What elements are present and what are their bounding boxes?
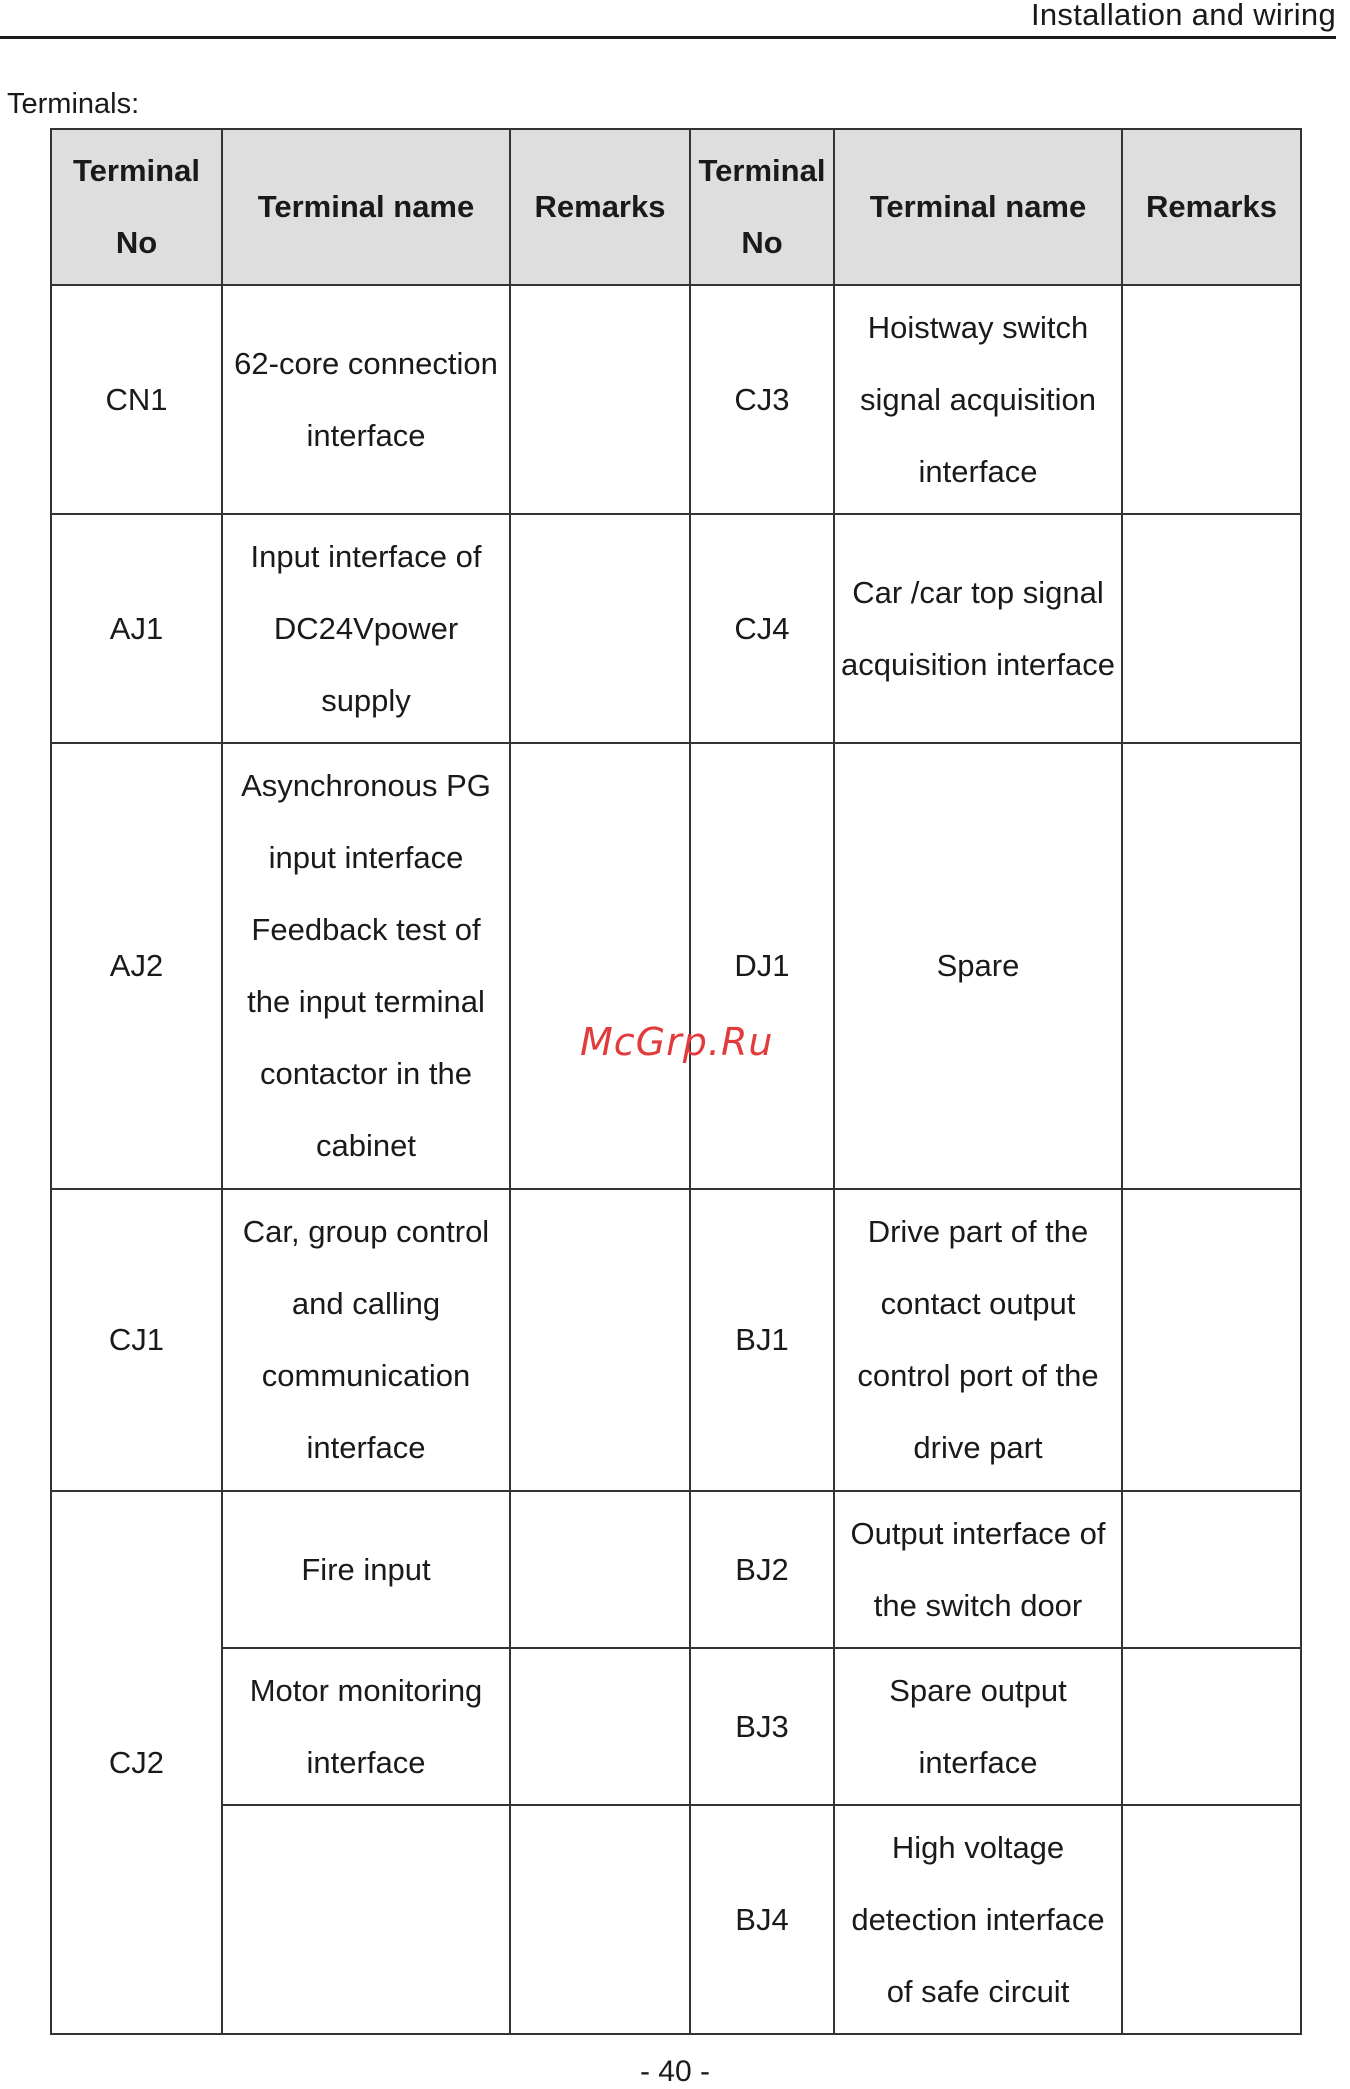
table-row (51, 743, 1301, 1189)
header-remarks: Remarks (1122, 129, 1301, 285)
remarks-cell (510, 285, 690, 514)
table-row (51, 1189, 1301, 1491)
terminals-table (50, 128, 1302, 2035)
terminal-no: CJ2 (51, 1491, 222, 2034)
table-header-row (51, 129, 1301, 285)
terminal-no: BJ4 (690, 1805, 834, 2034)
terminal-no: CJ1 (51, 1189, 222, 1491)
table-row (51, 1648, 1301, 1805)
terminal-no: AJ1 (51, 514, 222, 743)
terminal-name: Spare (834, 743, 1122, 1189)
remarks-cell (1122, 1805, 1301, 2034)
terminal-name: Input interface of DC24Vpower supply (222, 514, 510, 743)
terminal-no: CJ4 (690, 514, 834, 743)
remarks-cell (510, 1491, 690, 1648)
remarks-cell (1122, 1189, 1301, 1491)
remarks-cell (1122, 1491, 1301, 1648)
remarks-cell (510, 1189, 690, 1491)
page-header (0, 0, 1336, 39)
table-row (51, 1491, 1301, 1648)
terminal-name: Output interface of the switch door (834, 1491, 1122, 1648)
terminal-name: Drive part of the contact output control port of the drive part (834, 1189, 1122, 1491)
terminal-no: BJ1 (690, 1189, 834, 1491)
remarks-cell (1122, 285, 1301, 514)
section-label: Terminals: (7, 88, 140, 120)
remarks-cell (510, 743, 690, 1189)
terminal-name: Spare output interface (834, 1648, 1122, 1805)
remarks-cell (1122, 1648, 1301, 1805)
terminal-no: CN1 (51, 285, 222, 514)
header-terminal-no: Terminal No (51, 129, 222, 285)
header-remarks: Remarks (510, 129, 690, 285)
remarks-cell (1122, 743, 1301, 1189)
remarks-cell (1122, 514, 1301, 743)
terminal-no: CJ3 (690, 285, 834, 514)
terminal-name: Car, group control and calling communication interface (222, 1189, 510, 1491)
table-row (51, 514, 1301, 743)
remarks-cell (510, 1805, 690, 2034)
terminal-name (222, 1805, 510, 2034)
page-number: - 40 - (639, 2055, 711, 2088)
terminal-name: Hoistway switch signal acquisition interface (834, 285, 1122, 514)
header-title: Installation and wiring (1030, 0, 1336, 32)
terminal-name: High voltage detection interface of safe circuit (834, 1805, 1122, 2034)
table-row (51, 285, 1301, 514)
terminal-no: DJ1 (690, 743, 834, 1189)
remarks-cell (510, 514, 690, 743)
header-terminal-no: Terminal No (690, 129, 834, 285)
terminal-name: Asynchronous PG input interface Feedback test of the input terminal contactor in the cabinet (222, 743, 510, 1189)
header-terminal-name: Terminal name (222, 129, 510, 285)
terminal-no: AJ2 (51, 743, 222, 1189)
terminal-name: Fire input (222, 1491, 510, 1648)
watermark: McGrp.Ru (580, 1020, 774, 1064)
terminal-name: Motor monitoring interface (222, 1648, 510, 1805)
table-row (51, 1805, 1301, 2034)
header-terminal-name: Terminal name (834, 129, 1122, 285)
terminal-no: BJ3 (690, 1648, 834, 1805)
remarks-cell (510, 1648, 690, 1805)
terminal-name: Car /car top signal acquisition interface (834, 514, 1122, 743)
terminal-name: 62-core connection interface (222, 285, 510, 514)
terminal-no: BJ2 (690, 1491, 834, 1648)
